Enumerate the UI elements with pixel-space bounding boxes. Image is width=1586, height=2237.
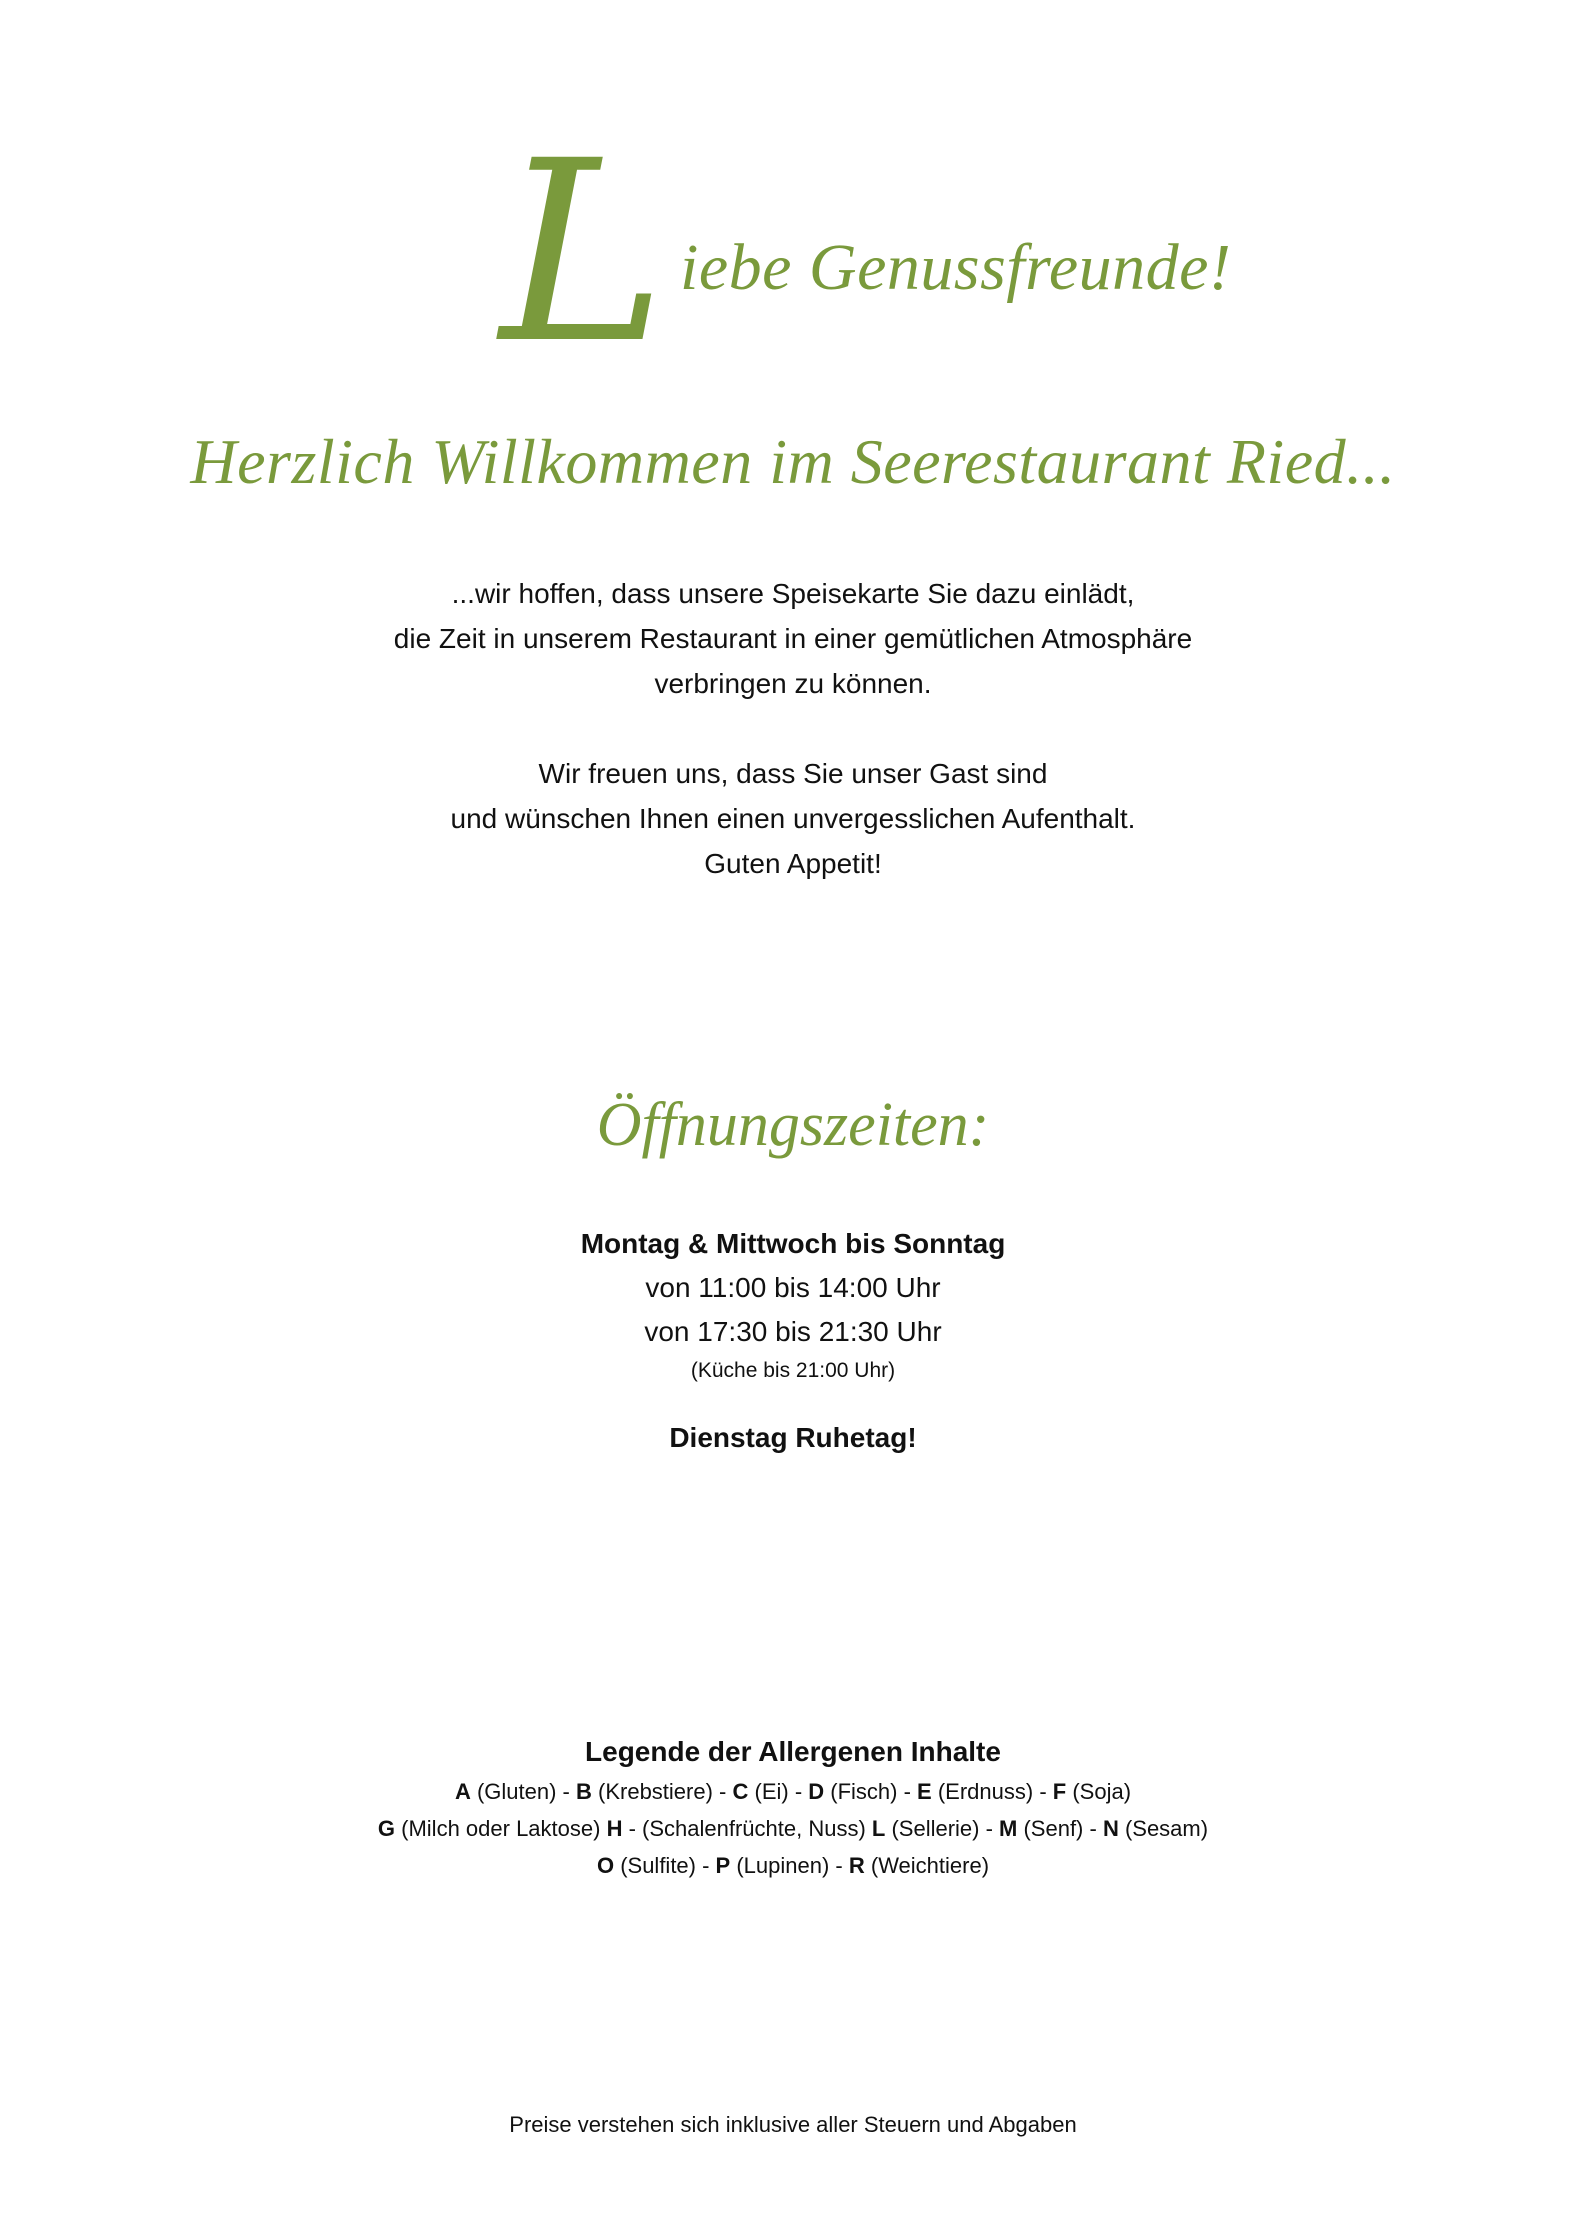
opening-slot-midday: von 11:00 bis 14:00 Uhr — [645, 1272, 941, 1303]
opening-slot-evening: von 17:30 bis 21:30 Uhr — [644, 1316, 942, 1347]
allergen-code: R — [848, 1853, 865, 1878]
allergen-code: O — [596, 1853, 615, 1878]
allergen-label: (Senf) - — [1017, 1816, 1103, 1841]
allergen-code: E — [917, 1779, 932, 1804]
allergen-label: (Fisch) - — [824, 1779, 918, 1804]
allergen-label: - (Schalenfrüchte, Nuss) — [622, 1816, 872, 1841]
allergen-code: G — [377, 1816, 396, 1841]
allergen-legend-line — [0, 1810, 1586, 1847]
allergen-label: (Krebstiere) - — [591, 1779, 733, 1804]
allergen-legend — [0, 1731, 1586, 1884]
allergen-code: M — [999, 1816, 1018, 1841]
kitchen-hours-note: (Küche bis 21:00 Uhr) — [690, 1359, 896, 1382]
greeting-initial: L — [500, 107, 667, 398]
opening-hours — [0, 1222, 1586, 1460]
allergen-label: (Sellerie) - — [885, 1816, 1000, 1841]
allergen-legend-title: Legende der Allergenen Inhalte — [585, 1736, 1001, 1767]
welcome-title: Herzlich Willkommen im Seerestaurant Ried... — [190, 426, 1396, 497]
allergen-code: A — [454, 1779, 471, 1804]
intro-spacer — [0, 706, 1586, 751]
intro-line: ...wir hoffen, dass unsere Speisekarte Sie dazu einlädt, — [451, 578, 1135, 609]
rest-day-note: Dienstag Ruhetag! — [669, 1422, 917, 1453]
allergen-label: (Weichtiere) — [864, 1853, 990, 1878]
intro-text — [0, 571, 1586, 886]
allergen-label: (Ei) - — [748, 1779, 809, 1804]
allergen-code: N — [1102, 1816, 1119, 1841]
price-note-footer: Preise verstehen sich inklusive aller Steuern und Abgaben — [509, 2112, 1077, 2137]
allergen-legend-line — [0, 1773, 1586, 1810]
allergen-label: (Erdnuss) - — [931, 1779, 1053, 1804]
allergen-code: C — [732, 1779, 749, 1804]
allergen-code: L — [871, 1816, 886, 1841]
allergen-code: P — [715, 1853, 731, 1878]
allergen-label: (Milch oder Laktose) — [395, 1816, 607, 1841]
opening-days: Montag & Mittwoch bis Sonntag — [580, 1228, 1006, 1259]
allergen-label: (Lupinen) - — [730, 1853, 849, 1878]
allergen-code: F — [1052, 1779, 1067, 1804]
allergen-label: (Soja) — [1066, 1779, 1132, 1804]
allergen-code: H — [606, 1816, 623, 1841]
intro-line: Wir freuen uns, dass Sie unser Gast sind — [538, 758, 1048, 789]
allergen-code: B — [576, 1779, 592, 1804]
greeting-heading — [0, 107, 1586, 398]
intro-line: verbringen zu können. — [654, 668, 932, 699]
intro-line: und wünschen Ihnen einen unvergesslichen Aufenthalt. — [450, 803, 1136, 834]
intro-line: die Zeit in unserem Restaurant in einer gemütlichen Atmosphäre — [393, 623, 1193, 654]
allergen-code: D — [808, 1779, 825, 1804]
allergen-label: (Sesam) — [1118, 1816, 1209, 1841]
allergen-legend-line — [0, 1847, 1586, 1884]
allergen-label: (Sulfite) - — [614, 1853, 716, 1878]
intro-line: Guten Appetit! — [704, 848, 882, 879]
greeting-text: iebe Genussfreunde! — [680, 231, 1232, 304]
opening-hours-title: Öffnungszeiten: — [596, 1091, 990, 1159]
allergen-label: (Gluten) - — [470, 1779, 576, 1804]
